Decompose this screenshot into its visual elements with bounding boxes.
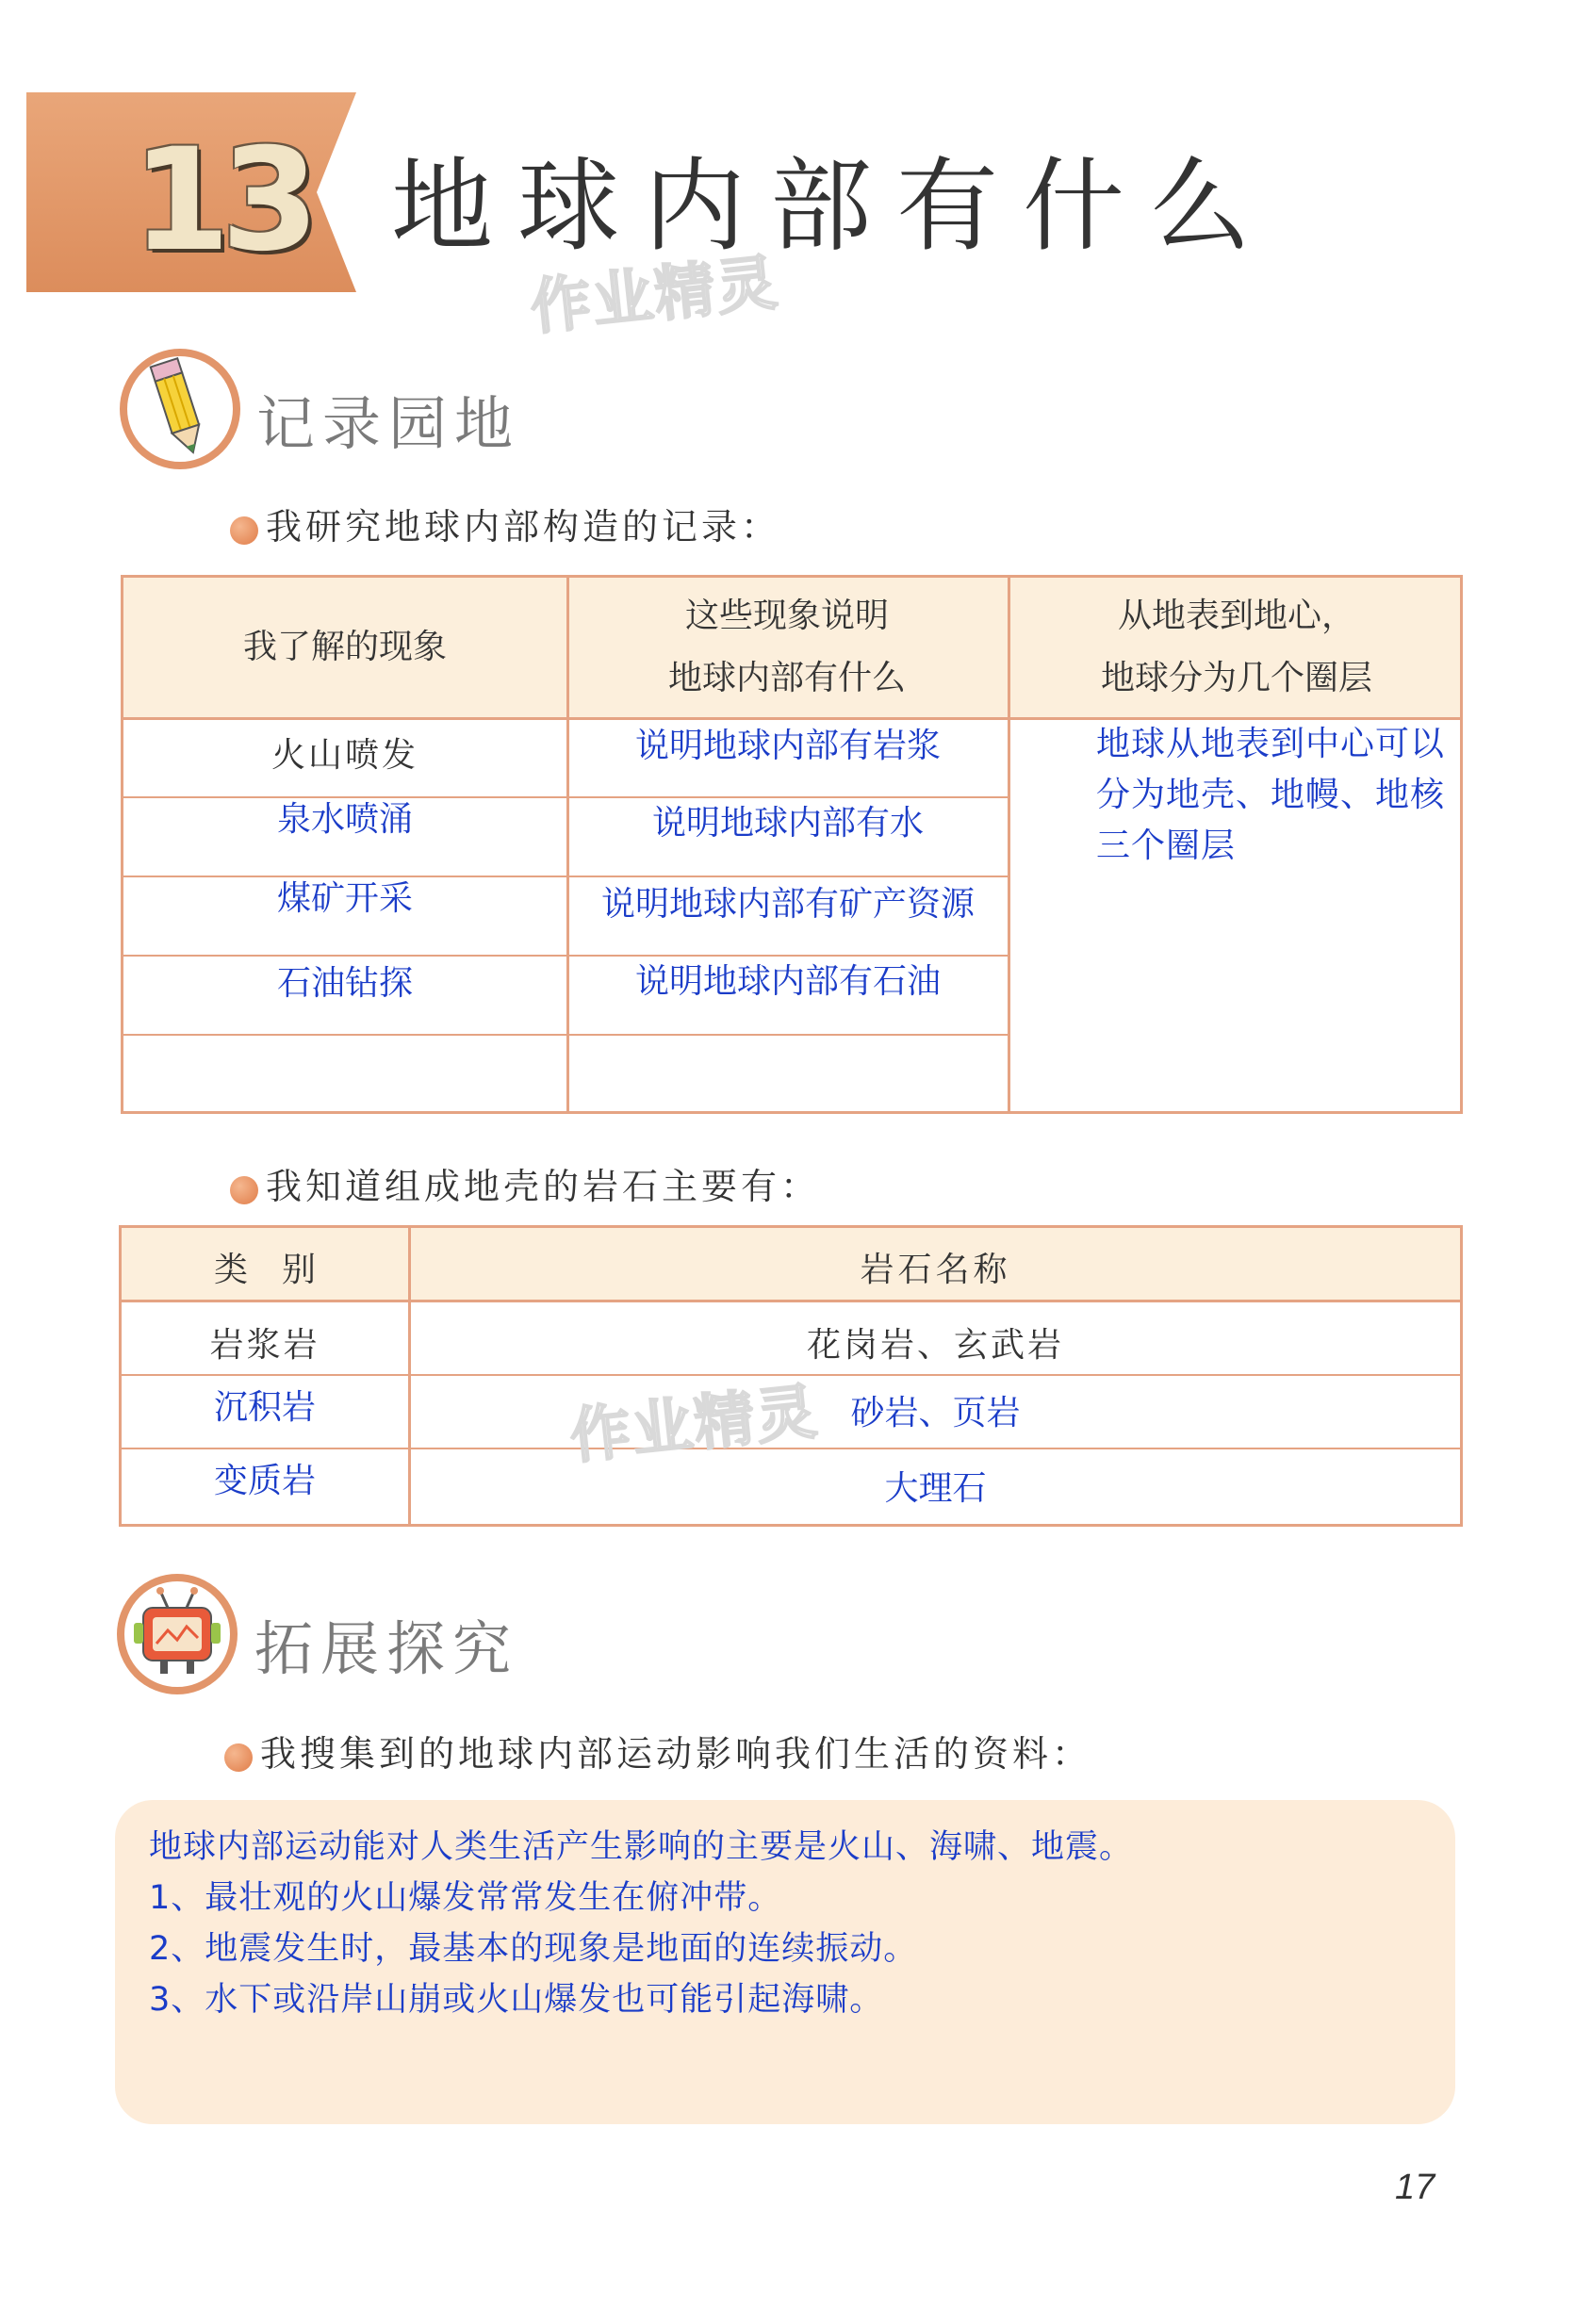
table-cell-phenomenon: 煤矿开采 [276, 879, 413, 918]
layers-conclusion: 地球从地表到中心可以分为地壳、地幔、地核三个圈层 [1096, 725, 1446, 865]
prompt-structure-text: 我研究地球内部构造的记录： [266, 506, 781, 548]
bullet-icon [230, 1176, 258, 1204]
rock-category: 岩浆岩 [209, 1326, 320, 1365]
header-rock-names: 岩石名称 [860, 1251, 1011, 1289]
page-number: 17 [1395, 2168, 1435, 2207]
row-divider [123, 1034, 1008, 1036]
header-explanation-line1: 这些现象说明 [684, 597, 889, 635]
header-explanation-line2: 地球内部有什么 [667, 659, 906, 697]
prompt-explore [224, 1725, 1091, 1776]
table-cell-phenomenon: 石油钻探 [276, 964, 413, 1003]
prompt-rocks [230, 1157, 820, 1209]
table-cell-phenomenon: 泉水喷涌 [276, 800, 413, 839]
watermark: 作业精灵 [566, 1377, 822, 1473]
rock-category: 变质岩 [213, 1462, 316, 1500]
header-layers [1008, 578, 1466, 717]
rock-category: 沉积岩 [213, 1388, 316, 1427]
structure-record-table [121, 575, 1463, 1114]
table-cell-explanation: 说明地球内部有水 [651, 804, 924, 843]
header-layers-line2: 地球分为几个圈层 [1100, 659, 1372, 697]
section-title-explore: 拓展探究 [254, 1614, 519, 1683]
pencil-icon [120, 349, 240, 469]
note-line: 地球内部运动能对人类生活产生影响的主要是火山、海啸、地震。 [149, 1828, 1134, 1866]
notes-box [115, 1800, 1455, 2124]
header-layers-line1: 从地表到地心， [1117, 597, 1355, 635]
table-cell-explanation: 说明地球内部有矿产资源 [600, 885, 975, 924]
bullet-icon [224, 1743, 253, 1772]
rock-names: 花岗岩、玄武岩 [806, 1326, 1064, 1365]
tv-robot-icon [117, 1574, 238, 1694]
rock-names: 大理石 [884, 1469, 987, 1508]
lesson-number: 13 [132, 119, 310, 283]
note-line: 2、地震发生时，最基本的现象是地面的连续振动。 [149, 1930, 918, 1968]
prompt-structure [230, 498, 780, 549]
note-line: 3、水下或沿岸山崩或火山爆发也可能引起海啸。 [149, 1981, 884, 2019]
prompt-rocks-text: 我知道组成地壳的岩石主要有： [266, 1166, 821, 1207]
header-explanation [566, 578, 1008, 717]
header-phenomenon-text: 我了解的现象 [242, 628, 447, 666]
watermark: 作业精灵 [527, 248, 782, 344]
prompt-explore-text: 我搜集到的地球内部运动影响我们生活的资料： [260, 1733, 1092, 1775]
table-cell-explanation: 说明地球内部有石油 [634, 962, 941, 1001]
table-cell-explanation: 说明地球内部有岩浆 [634, 727, 941, 765]
table-cell-phenomenon: 火山喷发 [271, 736, 418, 775]
note-line: 1、最壮观的火山爆发常常发生在俯冲带。 [149, 1879, 782, 1917]
section-title-record: 记录园地 [256, 389, 521, 458]
rock-names: 砂岩、页岩 [850, 1394, 1021, 1432]
bullet-icon [230, 516, 258, 545]
header-phenomenon [123, 578, 566, 717]
page-title: 地球内部有什么 [391, 148, 1276, 266]
header-category: 类 别 [213, 1251, 316, 1289]
